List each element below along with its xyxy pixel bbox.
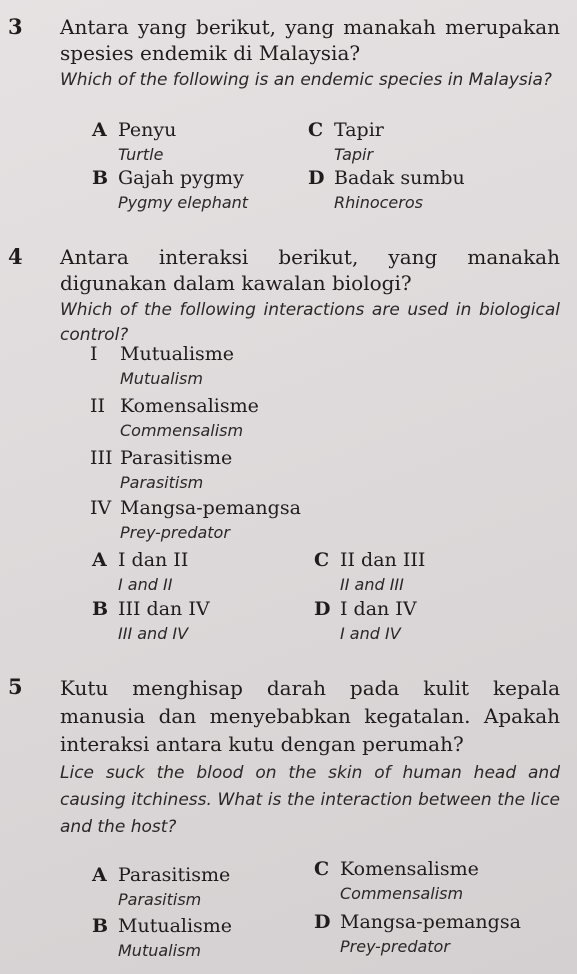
option-letter: A: [92, 549, 107, 571]
statement-1: [90, 342, 234, 388]
option-text-english: III and IV: [118, 624, 189, 643]
option-text-malay: III dan IV: [118, 598, 210, 620]
option-b[interactable]: [92, 914, 232, 960]
option-text-english: Turtle: [118, 145, 164, 164]
statement-numeral: III: [90, 447, 113, 469]
question-number: 5: [8, 674, 23, 699]
question-number: 3: [8, 14, 23, 39]
option-text-english: Mutualism: [118, 941, 201, 960]
option-letter: C: [314, 549, 330, 571]
option-d[interactable]: [314, 910, 521, 956]
statement-text-english: Commensalism: [120, 421, 244, 440]
option-letter: B: [92, 167, 109, 189]
option-text-english: Rhinoceros: [334, 193, 423, 212]
option-text-english: Prey-predator: [340, 937, 450, 956]
option-text-english: I and II: [118, 575, 173, 594]
question-text-english: Lice suck the blood on the skin of human head and causing itchiness. What is the interaction between the lice and the host?: [60, 763, 560, 837]
option-d[interactable]: [314, 597, 417, 643]
statement-text-malay: Komensalisme: [120, 395, 259, 417]
statement-2: [90, 394, 259, 440]
statement-text-english: Parasitism: [120, 473, 204, 492]
option-text-english: Commensalism: [340, 884, 464, 903]
option-text-english: Pygmy elephant: [118, 193, 249, 212]
option-letter: B: [92, 915, 109, 937]
statement-numeral: I: [90, 343, 98, 365]
option-text-malay: Mutualisme: [118, 915, 233, 937]
statement-numeral: II: [90, 395, 106, 417]
option-text-english: I and IV: [340, 624, 401, 643]
option-d[interactable]: [308, 166, 465, 212]
question-text-english: Which of the following is an endemic species in Malaysia?: [60, 70, 552, 90]
option-text-malay: Parasitisme: [118, 864, 231, 886]
option-text-english: Tapir: [334, 145, 374, 164]
statement-text-malay: Mutualisme: [120, 343, 235, 365]
option-letter: A: [92, 864, 107, 886]
question-text-malay: Kutu menghisap darah pada kulit kepala manusia dan menyebabkan kegatalan. Apakah interaksi antara kutu dengan perumah?: [60, 676, 560, 756]
option-text-malay: I dan II: [118, 549, 189, 571]
question-text-malay: Antara interaksi berikut, yang manakah digunakan dalam kawalan biologi?: [60, 245, 560, 295]
option-a[interactable]: [92, 548, 188, 594]
option-text-english: Parasitism: [118, 890, 202, 909]
option-c[interactable]: [314, 857, 479, 903]
question-5: [8, 674, 560, 841]
option-letter: A: [92, 119, 107, 141]
statement-numeral: IV: [90, 497, 112, 519]
option-text-malay: Gajah pygmy: [118, 167, 244, 189]
option-letter: D: [314, 911, 331, 933]
statement-text-malay: Mangsa-pemangsa: [120, 497, 301, 519]
statement-text-english: Prey-predator: [120, 523, 230, 542]
question-text-english: Which of the following interactions are used in biological control?: [60, 300, 560, 345]
option-letter: C: [308, 119, 324, 141]
option-text-malay: Badak sumbu: [334, 167, 465, 189]
option-text-malay: I dan IV: [340, 598, 417, 620]
option-letter: B: [92, 598, 109, 620]
option-c[interactable]: [308, 118, 384, 164]
option-b[interactable]: [92, 597, 210, 643]
question-number: 4: [8, 244, 23, 269]
option-letter: D: [314, 598, 331, 620]
option-letter: C: [314, 858, 330, 880]
statement-text-english: Mutualism: [120, 369, 203, 388]
option-letter: D: [308, 167, 325, 189]
option-c[interactable]: [314, 548, 425, 594]
question-3: [8, 14, 560, 93]
statement-4: [90, 496, 301, 542]
question-text-malay: Antara yang berikut, yang manakah merupakan spesies endemik di Malaysia?: [60, 15, 560, 65]
option-a[interactable]: [92, 863, 230, 909]
option-text-malay: Mangsa-pemangsa: [340, 911, 521, 933]
option-text-malay: II dan III: [340, 549, 426, 571]
option-text-malay: Komensalisme: [340, 858, 479, 880]
option-text-malay: Tapir: [334, 119, 384, 141]
option-a[interactable]: [92, 118, 176, 164]
option-text-english: II and III: [340, 575, 404, 594]
statement-text-malay: Parasitisme: [120, 447, 233, 469]
question-4: [8, 244, 560, 348]
option-text-malay: Penyu: [118, 119, 177, 141]
option-b[interactable]: [92, 166, 248, 212]
statement-3: [90, 446, 232, 492]
